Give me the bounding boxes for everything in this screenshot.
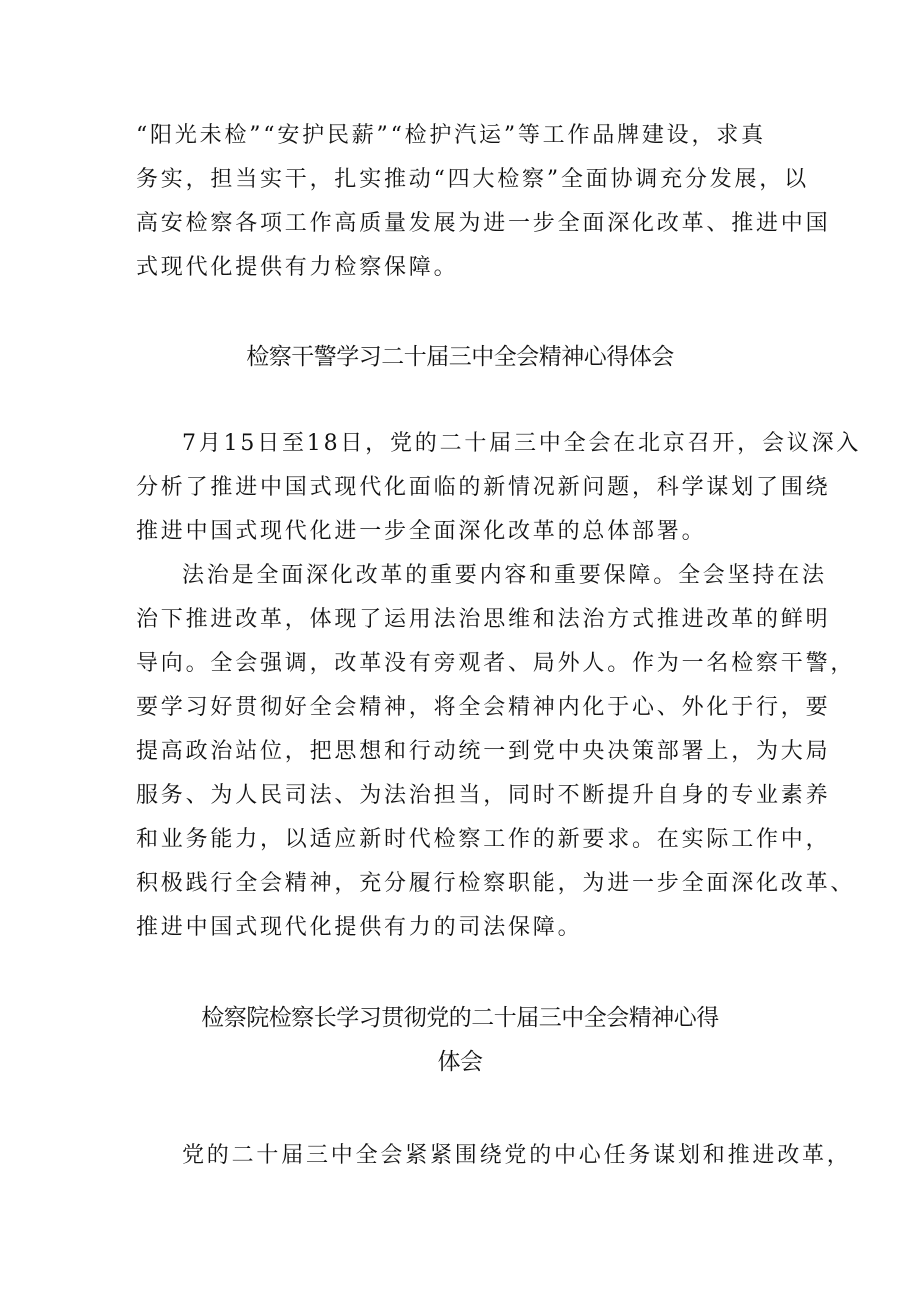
text-line: 要学习好贯彻好全会精神，将全会精神内化于心、外化于行，要 [136,695,831,720]
text-line: 推进中国式现代化提供有力的司法保障。 [136,915,583,940]
text-line: 推进中国式现代化进一步全面深化改革的总体部署。 [136,519,707,544]
text-line: 7月15日至18日，党的二十届三中全会在北京召开，会议深入 [182,431,862,456]
text-line: “阳光未检”“安护民薪”“检护汽运”等工作品牌建设，求真 [136,123,766,148]
section-title-1 [0,335,920,379]
title-line: 检察院检察长学习贯彻党的二十届三中全会精神心得 [201,1005,719,1031]
text-line: 党的二十届三中全会紧紧围绕党的中心任务谋划和推进改革， [182,1143,852,1168]
title-line: 检察干警学习二十届三中全会精神心得体会 [246,344,674,370]
text-line: 务实，担当实干，扎实推动“四大检察”全面协调充分发展，以 [136,167,809,192]
text-line: 治下推进改革，体现了运用法治思维和法治方式推进改革的鲜明 [136,607,831,632]
text-line: 式现代化提供有力检察保障。 [136,255,459,280]
paragraph-opening [136,1134,852,1178]
text-line: 提高政治站位，把思想和行动统一到党中央决策部署上，为大局 [136,739,831,764]
text-line: 高安检察各项工作高质量发展为进一步全面深化改革、推进中国 [136,211,831,236]
title-line: 体会 [437,1049,483,1075]
text-line: 分析了推进中国式现代化面临的新情况新问题，科学谋划了围绕 [136,475,831,500]
text-line: 服务、为人民司法、为法治担当，同时不断提升自身的专业素养 [136,783,831,808]
paragraph-intro [136,422,862,554]
text-line: 积极践行全会精神，充分履行检察职能，为进一步全面深化改革、 [136,871,856,896]
text-line: 和业务能力，以适应新时代检察工作的新要求。在实际工作中， [136,827,831,852]
text-line: 法治是全面深化改革的重要内容和重要保障。全会坚持在法 [182,563,827,588]
text-line: 导向。全会强调，改革没有旁观者、局外人。作为一名检察干警， [136,651,856,676]
paragraph-continuation [136,114,831,290]
paragraph-body [136,554,856,950]
section-title-2 [0,996,920,1084]
